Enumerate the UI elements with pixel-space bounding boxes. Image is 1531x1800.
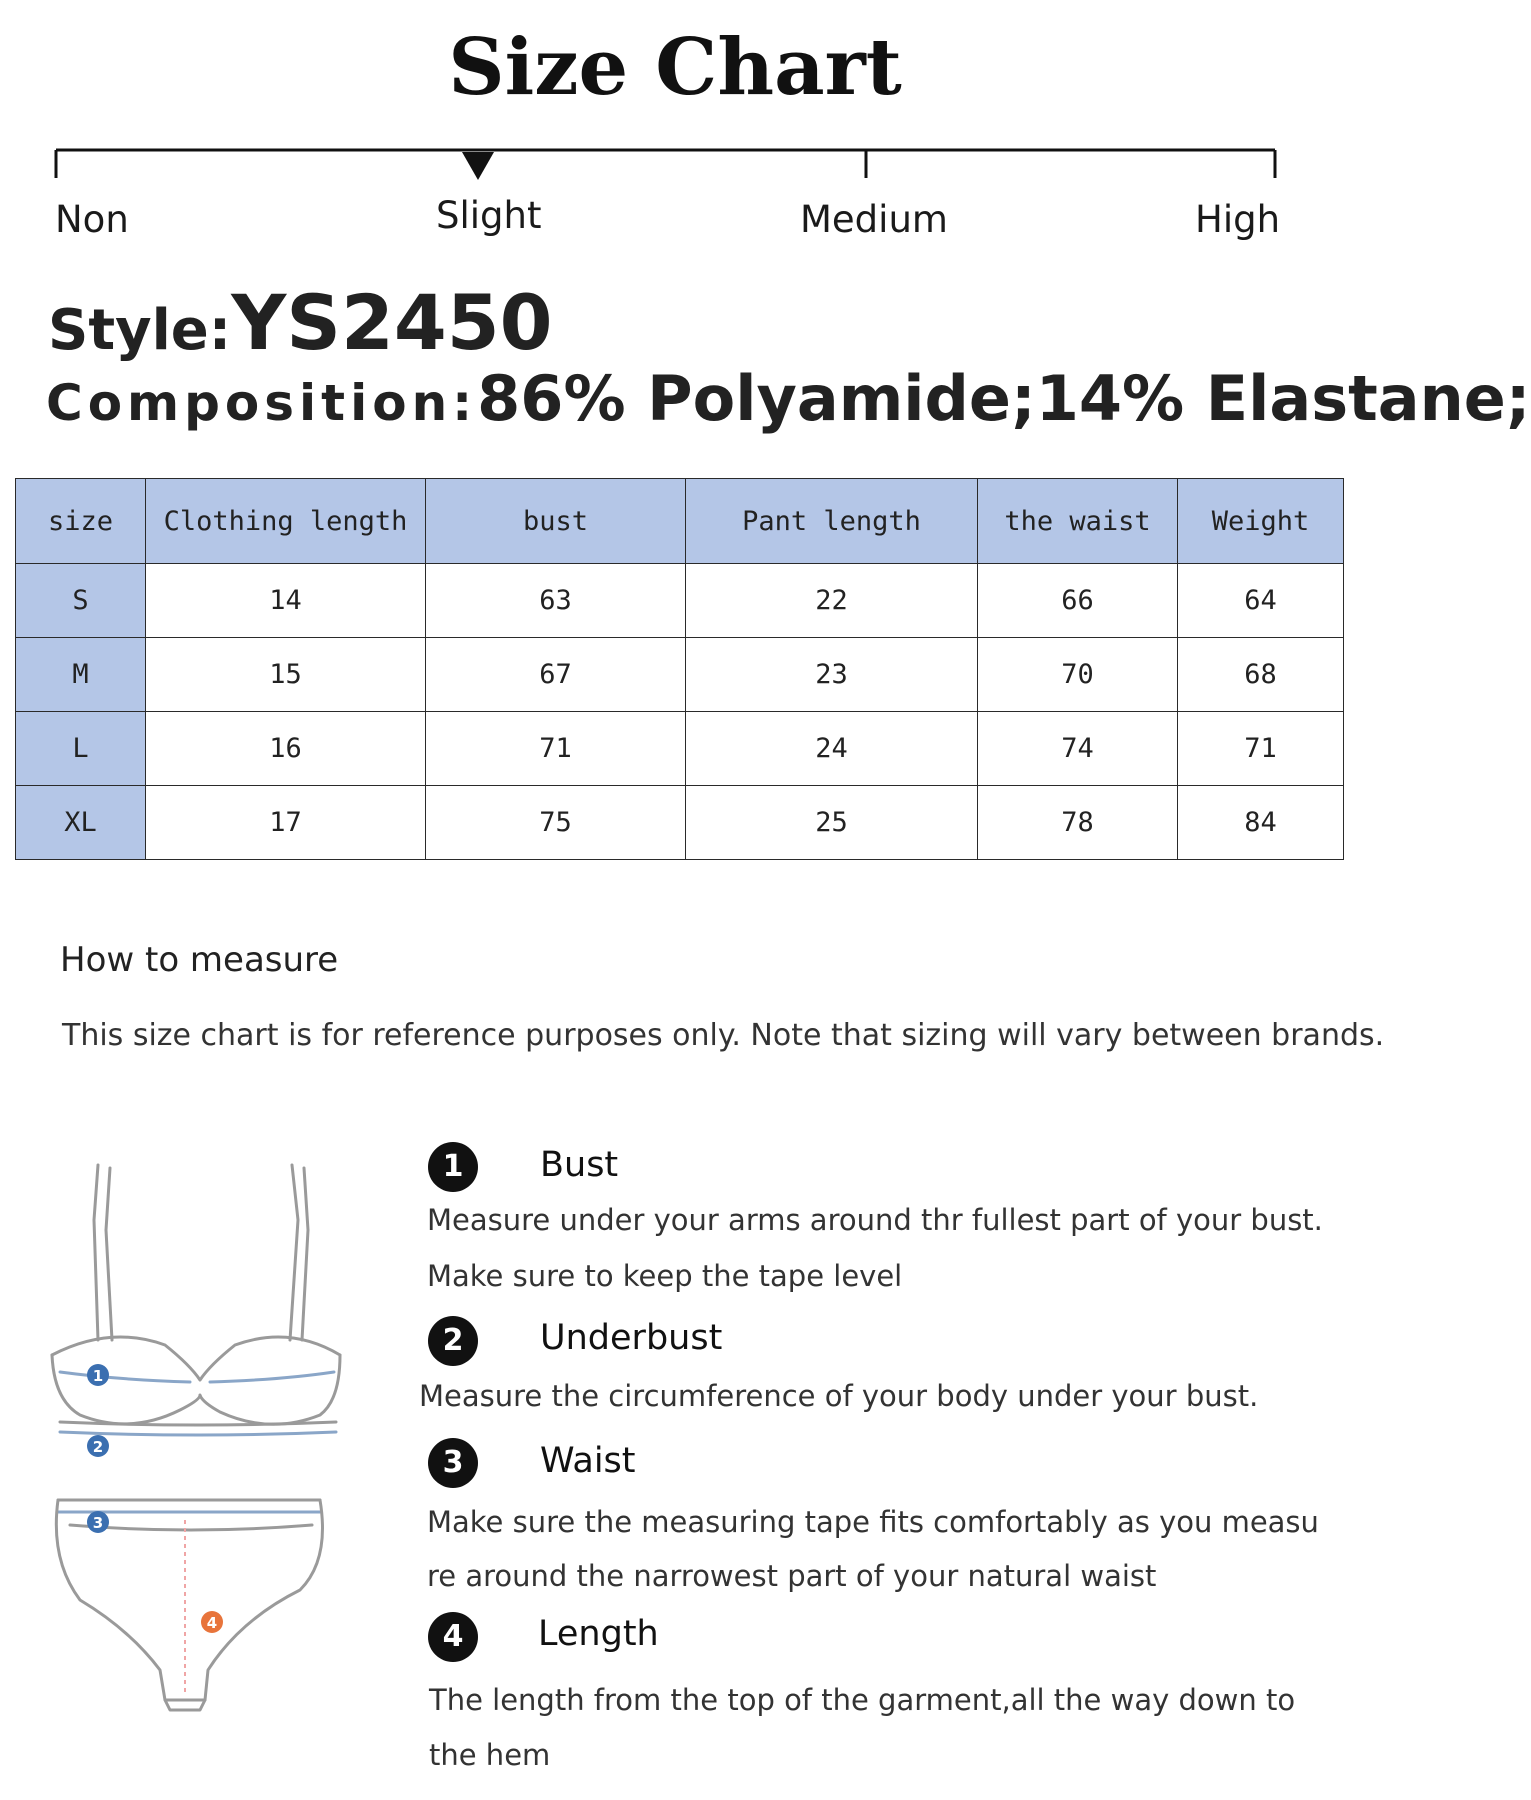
step-3-number-icon: 3	[428, 1438, 478, 1488]
marker-bust-label: 1	[92, 1367, 104, 1385]
table-cell: 64	[1178, 564, 1344, 638]
table-cell: 67	[426, 638, 686, 712]
stretch-selected-marker-icon	[462, 152, 494, 180]
table-cell: 84	[1178, 786, 1344, 860]
composition-label: Composition:	[46, 374, 478, 432]
step-1-line-2: Make sure to keep the tape level	[427, 1259, 903, 1293]
table-row	[16, 638, 1344, 712]
table-cell: 16	[146, 712, 426, 786]
marker-underbust-label: 2	[92, 1438, 104, 1456]
table-header-cell: the waist	[978, 479, 1178, 564]
table-cell: 15	[146, 638, 426, 712]
size-table	[15, 478, 1344, 860]
step-1-title: Bust	[540, 1145, 619, 1185]
table-header-cell: Pant length	[686, 479, 978, 564]
page-title: Size Chart	[448, 22, 902, 113]
table-cell: 71	[426, 712, 686, 786]
table-size-cell: M	[16, 638, 146, 712]
step-3-line-1: Make sure the measuring tape fits comfortably as you measu	[427, 1505, 1319, 1539]
table-header-row	[16, 479, 1344, 564]
table-size-cell: S	[16, 564, 146, 638]
step-3-line-2: re around the narrowest part of your natural waist	[427, 1559, 1157, 1593]
garment-illustration	[40, 1150, 360, 1750]
table-cell: 68	[1178, 638, 1344, 712]
step-4-line-2: the hem	[429, 1738, 551, 1772]
howto-title: How to measure	[60, 940, 339, 980]
table-cell: 75	[426, 786, 686, 860]
step-4-line-1: The length from the top of the garment,all the way down to	[429, 1683, 1296, 1717]
step-2-number-icon: 2	[428, 1316, 478, 1366]
marker-length-label: 4	[206, 1614, 218, 1632]
table-cell: 71	[1178, 712, 1344, 786]
composition-value: 86% Polyamide;14% Elastane;	[477, 362, 1531, 435]
table-cell: 78	[978, 786, 1178, 860]
table-cell: 14	[146, 564, 426, 638]
step-4-title: Length	[538, 1614, 659, 1654]
table-size-cell: XL	[16, 786, 146, 860]
table-cell: 25	[686, 786, 978, 860]
table-row	[16, 786, 1344, 860]
table-row	[16, 564, 1344, 638]
stretch-label-medium: Medium	[800, 198, 948, 241]
style-line	[48, 278, 552, 367]
step-1-line-1: Measure under your arms around thr fullest part of your bust.	[427, 1203, 1323, 1237]
howto-note: This size chart is for reference purposes only. Note that sizing will vary between brands.	[62, 1018, 1385, 1053]
step-2-title: Underbust	[540, 1318, 723, 1358]
table-cell: 74	[978, 712, 1178, 786]
table-cell: 66	[978, 564, 1178, 638]
table-header-cell: Clothing length	[146, 479, 426, 564]
table-cell: 17	[146, 786, 426, 860]
style-label: Style:	[48, 298, 232, 363]
step-4-number-icon: 4	[428, 1612, 478, 1662]
table-header-cell: Weight	[1178, 479, 1344, 564]
table-cell: 22	[686, 564, 978, 638]
table-size-cell: L	[16, 712, 146, 786]
stretch-label-slight: Slight	[436, 194, 542, 237]
table-cell: 23	[686, 638, 978, 712]
stretch-scale	[0, 0, 1350, 260]
table-cell: 63	[426, 564, 686, 638]
step-1-number-icon: 1	[428, 1142, 478, 1192]
stretch-label-high: High	[1195, 198, 1281, 241]
table-cell: 70	[978, 638, 1178, 712]
table-row	[16, 712, 1344, 786]
table-cell: 24	[686, 712, 978, 786]
step-3-title: Waist	[540, 1441, 636, 1481]
step-2-line-1: Measure the circumference of your body under your bust.	[419, 1379, 1259, 1413]
stretch-label-non: Non	[55, 198, 129, 241]
style-value: YS2450	[231, 278, 553, 367]
table-header-cell: bust	[426, 479, 686, 564]
table-header-cell: size	[16, 479, 146, 564]
marker-waist-label: 3	[92, 1514, 104, 1532]
composition-line	[46, 362, 1531, 435]
